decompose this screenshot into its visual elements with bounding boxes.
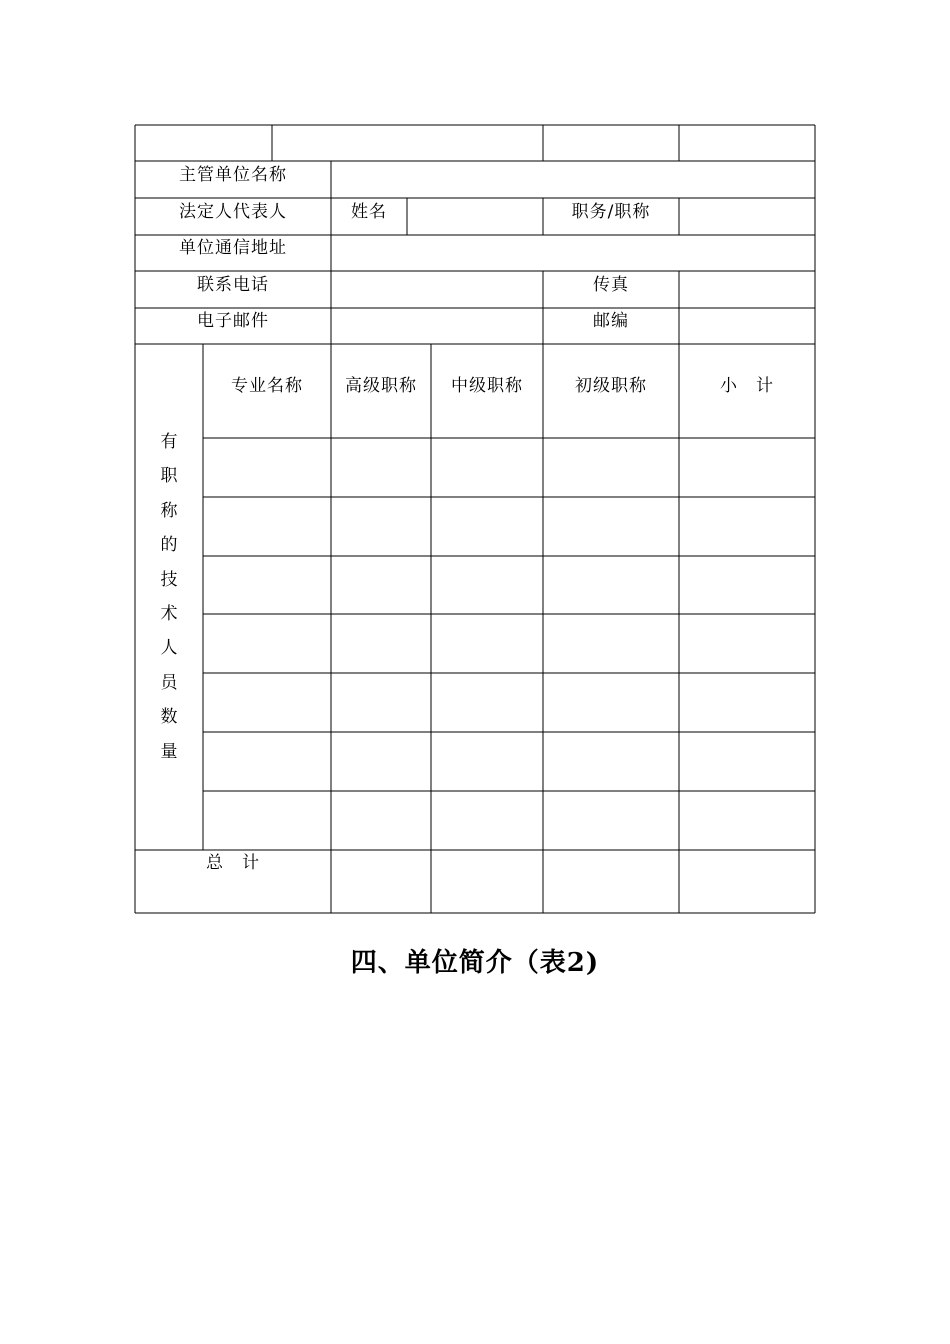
section-heading: 四、单位简介（表2) (350, 948, 600, 978)
side-label-char: 数 (160, 707, 178, 728)
position-label: 职务/职称 (571, 202, 651, 222)
side-label-char: 有 (160, 432, 178, 452)
phone-label: 联系电话 (197, 275, 269, 295)
side-label-char: 称 (160, 500, 178, 521)
header-intermediate: 中级职称 (451, 376, 523, 396)
header-subtotal: 小 计 (720, 376, 774, 396)
side-label-char: 量 (160, 741, 178, 762)
address-label: 单位通信地址 (179, 238, 287, 258)
side-label-char: 员 (160, 672, 178, 693)
postcode-label: 邮编 (593, 311, 629, 331)
side-label-char: 人 (160, 638, 178, 659)
side-label-char: 的 (160, 535, 178, 556)
legal-rep-label: 法定人代表人 (179, 202, 287, 222)
header-specialty: 专业名称 (231, 376, 303, 396)
side-label-char: 术 (160, 604, 178, 625)
side-label-char: 技 (160, 569, 178, 590)
header-junior: 初级职称 (575, 376, 647, 396)
total-label: 总 计 (206, 853, 260, 873)
email-label: 电子邮件 (197, 311, 269, 331)
supervisor-unit-label: 主管单位名称 (179, 165, 287, 185)
fax-label: 传真 (593, 275, 629, 295)
staff-side-label (159, 425, 179, 769)
side-label-char: 职 (160, 466, 178, 487)
name-label: 姓名 (351, 202, 387, 222)
header-senior: 高级职称 (345, 376, 417, 396)
